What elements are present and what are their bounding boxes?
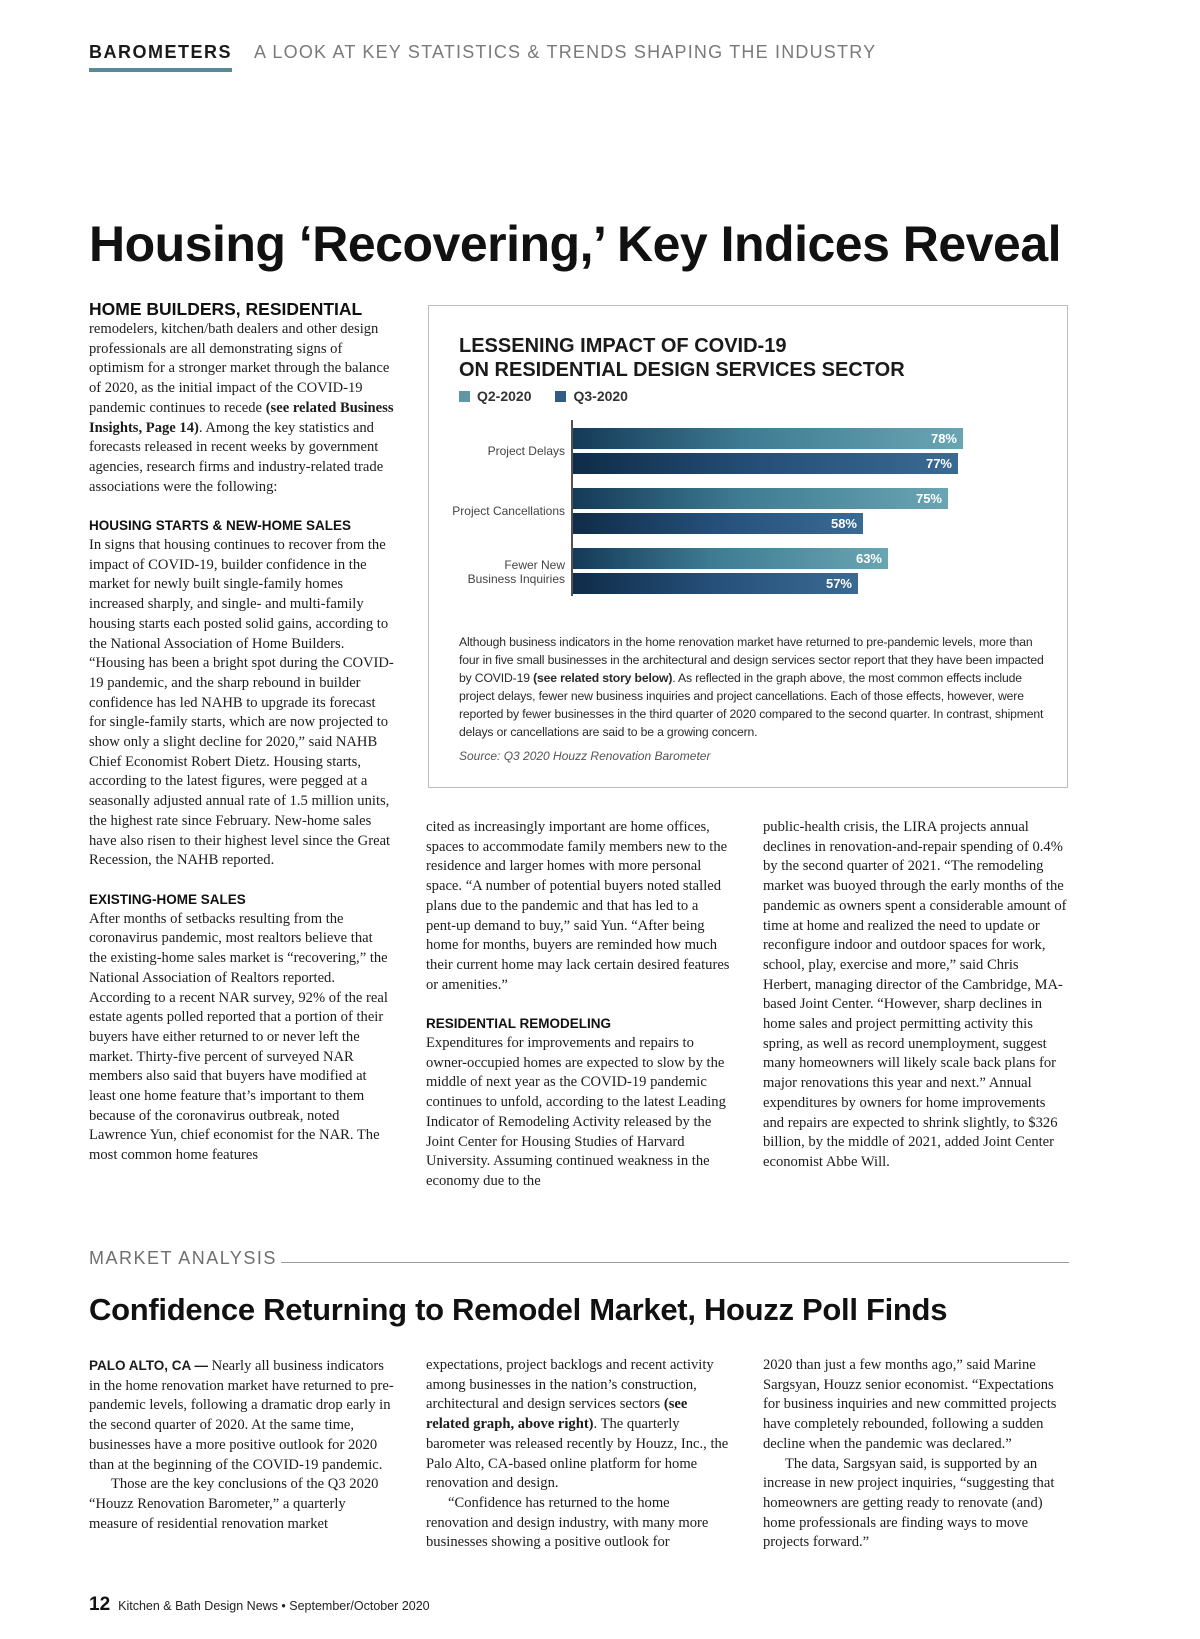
bar-q2-2020 [573,488,948,509]
article-column-3 [763,818,1069,1173]
paragraph-existing-home-sales-cont: cited as increasingly important are home offices, spaces to accommodate family members new to the residence and larger homes with more personal space. “A number of potential buyers noted stalled plans due to the pandemic and that has led to a pent-up demand to buy,” said Yun. “After being home for months, buyers are reminded how much their current home may lack certain desired features or amenities.” [426,819,730,993]
article2-column-2 [426,1356,731,1553]
chart-caption: Although business indicators in the home renovation market have returned to pre-pandemic levels, more than four in five small businesses in the architectural and design services sector report that they have been impacted by COVID-19 (see related story below). As reflected in the graph above, the most common effects include project delays, fewer new business inquiries and project cancellations. Each of those effects, however, were reported by fewer businesses in the third quarter of 2020 compared to the second quarter. In contrast, shipment delays or cancellations are said to be a growing concern. [459,635,1044,739]
chart-source: Source: Q3 2020 Houzz Renovation Barometer [459,749,711,763]
related-link[interactable]: (see related story below) [533,671,673,685]
subhead-housing-starts: HOUSING STARTS & NEW-HOME SALES [89,518,351,534]
category-label: Project Cancellations [452,504,565,518]
subhead-existing-home-sales: EXISTING-HOME SALES [89,891,246,907]
legend-swatch-q3 [555,391,566,402]
bar-q2-2020 [573,548,888,569]
legend-item-q3: Q3-2020 [555,388,627,404]
paragraph-remodeling: Expenditures for improvements and repairs to owner-occupied homes are expected to slow by the middle of next year as the COVID-19 pandemic continues to unfold, according to the latest Leading Indicator of Remodeling Activity released by the Joint Center for Housing Studies of Harvard University. Assuming continued weakness in the economy due to the [426,1035,726,1189]
bar-q2-2020 [573,428,963,449]
chart-title: LESSENING IMPACT OF COVID-19 ON RESIDENTIAL DESIGN SERVICES SECTOR [459,335,905,381]
section-divider [281,1262,1069,1263]
article2-paragraph-3-cont: 2020 than just a few months ago,” said Marine Sargsyan, Houzz senior economist. “Expectations for business inquiries and new committed projects have completely rebounded, following a sudden decline when the pandemic was declared.” [763,1357,1057,1452]
article-lead-in: HOME BUILDERS, RESIDENTIAL [89,299,363,319]
bar-q3-2020 [573,453,958,474]
market-analysis-label-row [89,1246,1069,1270]
section-header [89,42,876,74]
article-intro: remodelers, kitchen/bath dealers and other design professionals are all demonstrating signs of optimism for a stronger market through the balance of 2020, as the initial impact of the COVID-19 pandemic continues to recede (see related Business Insights, Page 14). Among the key statistics and forecasts released in recent weeks by government agencies, research firms and industry-related trade associations were the following: [89,321,394,495]
market-analysis-headline: Confidence Returning to Remodel Market, Houzz Poll Finds [89,1292,948,1327]
bar-value-label: 57% [825,576,852,591]
related-link[interactable]: (see related Business Insights, Page 14) [89,399,394,436]
bar-value-label: 75% [915,491,942,506]
related-link[interactable]: (see related graph, above right) [426,1396,688,1433]
category-label: Fewer New Business Inquiries [467,558,565,586]
paragraph-existing-home-sales: After months of setbacks resulting from the coronavirus pandemic, most realtors believe that the existing-home sales market is “recovering,” the National Association of Realtors reported. According to a recent NAR survey, 92% of the real estate agents polled reported that a portion of their buyers have either returned to or never left the market. Thirty-five percent of surveyed NAR members also said that buyers have modified at least one home feature that’s important to them because of the coronavirus outbreak, noted Lawrence Yun, chief economist for the NAR. The most common home features [89,910,388,1164]
paragraph-housing-starts: In signs that housing continues to recover from the impact of COVID-19, builder confidence in the market for newly built single-family homes increased sharply, and single- and multi-family housing starts each posted solid gains, according to the National Association of Home Builders. “Housing has been a bright spot during the COVID-19 pandemic, and the sharp rebound in builder confidence has led NAHB to upgrade its forecast for single-family starts, which are now projected to show only a slight decline for 2020,” said NAHB Chief Economist Robert Dietz. Housing starts, according to the latest figures, were pegged at a seasonally adjusted annual rate of 1.5 million units, the highest rate since February. New-home sales have also risen to their highest level since the Great Recession, the NAHB reported. [89,537,394,869]
chart-box [428,305,1068,788]
dateline: PALO ALTO, CA — [89,1358,208,1373]
bar-value-label: 77% [925,456,952,471]
market-analysis-label: MARKET ANALYSIS [89,1247,277,1268]
bar-q3-2020 [573,573,858,594]
page-number: 12 [89,1594,111,1615]
article2-paragraph-1: PALO ALTO, CA — Nearly all business indicators in the home renovation market have returned to pre-pandemic levels, following a dramatic drop early in the second quarter of 2020. At the same time, businesses have a more positive outlook for 2020 than at the beginning of the COVID-19 pandemic. [89,1358,394,1473]
bar-chart [429,416,1069,626]
legend-swatch-q2 [459,391,470,402]
category-label: Project Delays [487,444,565,458]
article2-column-3 [763,1356,1069,1553]
section-label: BAROMETERS [89,42,232,72]
article2-paragraph-4: The data, Sargsyan said, is supported by an increase in new project inquiries, “suggesting that homeowners are getting ready to renovate (and) home professionals are finding ways to move projects forward.” [763,1455,1055,1551]
page-footer [89,1594,430,1616]
article-column-2 [426,818,731,1192]
bar-value-label: 63% [855,551,882,566]
article-headline: Housing ‘Recovering,’ Key Indices Reveal [89,216,1062,272]
article2-column-1 [89,1356,394,1534]
bar-q3-2020 [573,513,863,534]
article2-paragraph-3: “Confidence has returned to the home renovation and design industry, with many more businesses showing a positive outlook for [426,1494,709,1551]
article-column-1 [89,298,394,1166]
article2-paragraph-2-cont: expectations, project backlogs and recent activity among businesses in the nation’s construction, architectural and design services sectors (see related graph, above right). The quarterly barometer was released recently by Houzz, Inc., the Palo Alto, CA-based online platform for home renovation and design. [426,1357,729,1492]
publication-info: Kitchen & Bath Design News • September/October 2020 [118,1599,430,1613]
paragraph-remodeling-cont: public-health crisis, the LIRA projects annual declines in renovation-and-repair spending of 0.4% by the second quarter of 2021. “The remodeling market was buoyed through the early months of the pandemic as owners spent a considerable amount of time at home and realized the need to update or reconfigure indoor and outdoor spaces for work, school, play, exercise and more,” said Chris Herbert, managing director of the Cambridge, MA-based Joint Center. “However, sharp declines in home sales and project permitting activity this spring, as well as record unemployment, suggest many homeowners will likely scale back plans for major renovations this year and next.” Annual expenditures by owners for home improvements and repairs are expected to shrink slightly, to $326 billion, by the middle of 2021, added Joint Center economist Abbe Will. [763,819,1067,1170]
bar-value-label: 58% [830,516,857,531]
section-tagline: A LOOK AT KEY STATISTICS & TRENDS SHAPING THE INDUSTRY [254,42,877,62]
article2-paragraph-2: Those are the key conclusions of the Q3 2020 “Houzz Renovation Barometer,” a quarterly measure of residential renovation market [89,1476,379,1532]
subhead-residential-remodeling: RESIDENTIAL REMODELING [426,1016,612,1032]
legend-item-q2: Q2-2020 [459,388,531,404]
chart-legend [459,388,628,404]
bar-value-label: 78% [930,431,957,446]
